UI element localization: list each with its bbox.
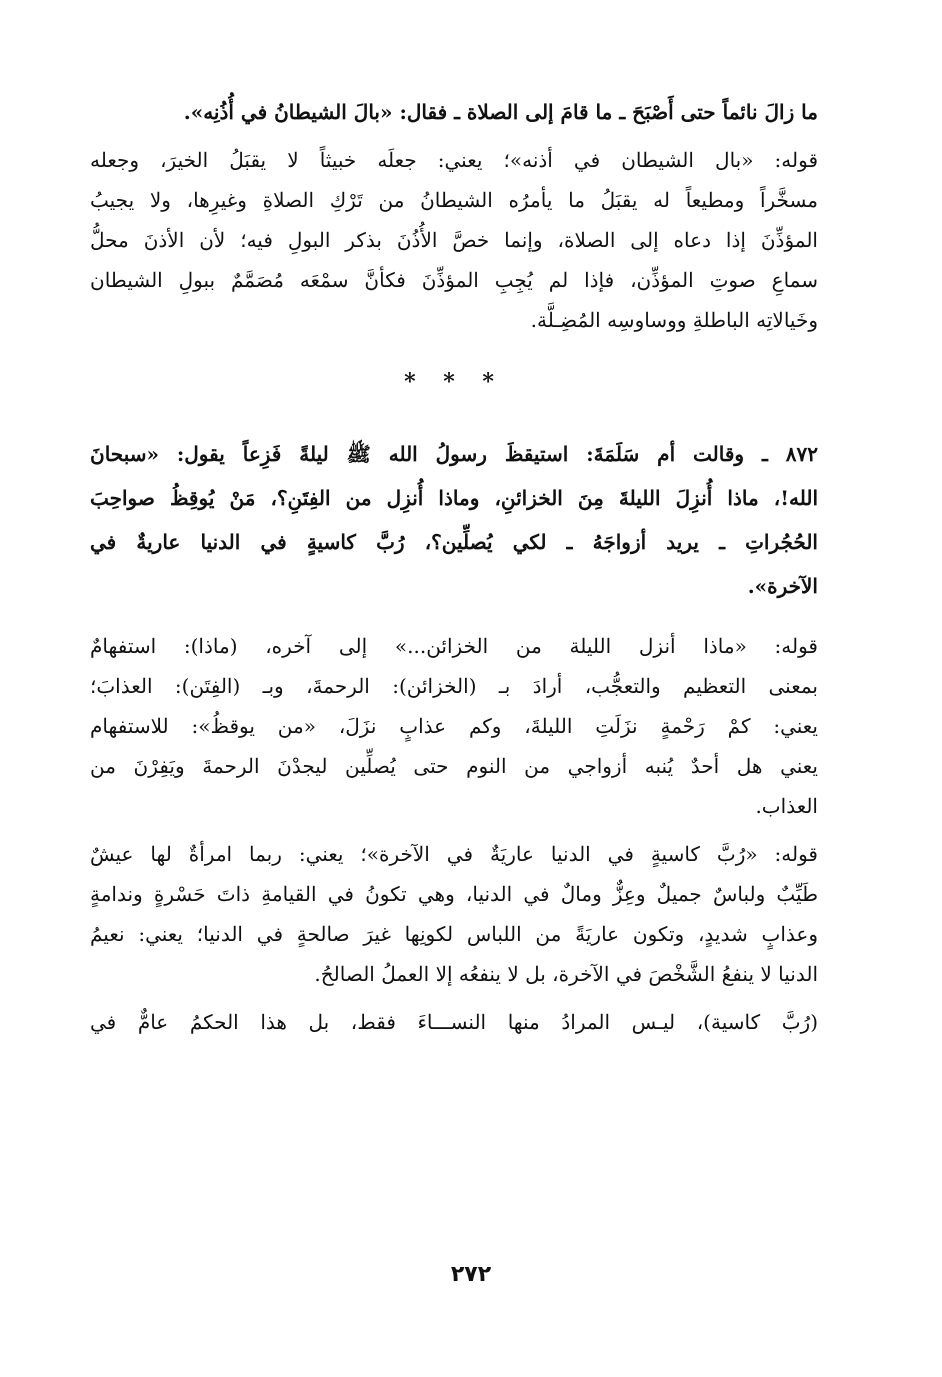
text-line: قوله: «رُبَّ كاسيةٍ في الدنيا عاريَةٌ في الآخرة»؛ يعني: ربما امرأةٌ لها عيشٌ xyxy=(90,842,818,866)
text-line: وخَيالاتِه الباطلةِ ووساوسِه المُضِـلَّة. xyxy=(530,308,818,332)
text-line: (رُبَّ كاسية)، ليـس المرادُ منها النســـاءَ فقط، بل هذا الحكمُ عامٌّ في xyxy=(90,1010,818,1034)
page-body xyxy=(90,92,818,1050)
text-line: يعني: كمْ رَحْمةٍ نزَلَتِ الليلةَ، وكم عذابٍ نزَلَ، «من يوقظُ»: للاستفهام xyxy=(90,714,818,738)
text-line: طَيِّبٌ ولباسٌ جميلٌ وعِزٌّ ومالٌ في الدنيا، وهي تكونُ في القيامةِ ذاتَ حَسْرةٍ وندامةٍ xyxy=(90,882,818,906)
page-number: ٢٧٢ xyxy=(450,1262,492,1287)
text-line: الدنيا لا ينفعُ الشَّخْصَ في الآخرة، بل لا ينفعُه إلا العملُ الصالحُ. xyxy=(314,962,818,986)
section-divider: * * * xyxy=(404,369,504,395)
text-line: الحُجُراتِ ـ يريد أزواجَهُ ـ لكي يُصلِّين؟، رُبَّ كاسيةٍ في الدنيا عاريةٌ في xyxy=(90,530,818,554)
text-line: ما زالَ نائماً حتى أَصْبَحَ ـ ما قامَ إلى الصلاة ـ فقال: «بالَ الشيطانُ في أُذُنِه». xyxy=(183,100,818,124)
intro-paragraph xyxy=(90,92,818,132)
text-line: مسخَّراً ومطيعاً له يقبَلُ ما يأمرُه الشيطانُ من تَرْكِ الصلاةِ وغيرِها، ولا يجيبُ xyxy=(90,188,818,212)
hadith-paragraph xyxy=(90,432,818,608)
commentary-paragraph-3 xyxy=(90,834,818,994)
text-line: يعني هل أحدٌ يُنبه أزواجي من النوم حتى يُصلِّين ليجدْنَ الرحمةَ ويَفِرْنَ من xyxy=(90,754,818,778)
commentary-paragraph-2 xyxy=(90,626,818,826)
text-line: سماعِ صوتِ المؤذِّن، فإذا لم يُجِبِ المؤذِّنَ فكأنَّ سمْعَه مُصَمَّمٌ ببولِ الشيطان xyxy=(90,268,818,292)
text-line: ٨٧٢ ـ وقالت أم سَلَمَةَ: استيقظَ رسولُ الله ﷺ ليلةً فَزِعاً يقول: «سبحانَ xyxy=(90,442,818,466)
text-line: وعذابٍ شديدٍ، وتكون عاريَةً من اللباس لكونِها غيرَ صالحةٍ في الدنيا؛ يعني: نعيمُ xyxy=(90,922,818,946)
commentary-paragraph-1 xyxy=(90,140,818,340)
text-line: قوله: «بال الشيطان في أذنه»؛ يعني: جعلَه خبيثاً لا يقبَلُ الخيرَ، وجعله xyxy=(90,148,818,172)
commentary-paragraph-4 xyxy=(90,1002,818,1042)
text-line: العذاب. xyxy=(755,794,818,818)
text-line: قوله: «ماذا أنزل الليلة من الخزائن...» إلى آخره، (ماذا): استفهامٌ xyxy=(90,634,818,658)
text-line: بمعنى التعظيم والتعجُّب، أرادَ بـ (الخزائن): الرحمةَ، وبـ (الفِتَن): العذابَ؛ xyxy=(90,674,818,698)
text-line: الله!، ماذا أُنزِلَ الليلةَ مِنَ الخزائنِ، وماذا أُنزِل من الفِتَنِ؟، مَنْ يُوقِظُ صواحِبَ xyxy=(90,486,818,510)
text-line: المؤذِّنَ إذا دعاه إلى الصلاة، وإنما خصَّ الأُذُنَ بذكر البولِ فيه؛ لأن الأذنَ محلُّ xyxy=(90,228,818,252)
text-line: الآخرة». xyxy=(747,574,818,598)
